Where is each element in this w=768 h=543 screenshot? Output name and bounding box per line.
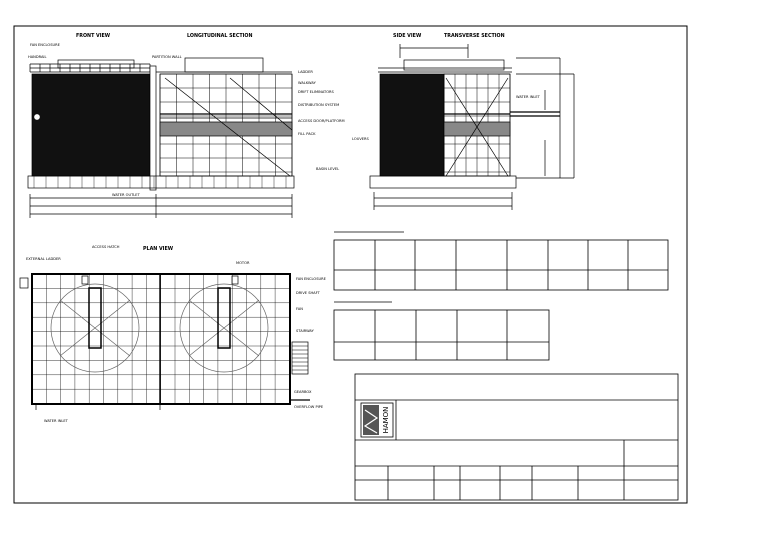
drive-shaft-right (218, 288, 230, 348)
label-louvers: LOUVERS (352, 137, 369, 141)
label-water-inlet-plan: WATER INLET (44, 419, 68, 423)
label-distribution-system: DISTRIBUTION SYSTEM (298, 103, 340, 107)
label-partition-wall: PARTITION WALL (152, 55, 182, 59)
drive-shaft-left (89, 288, 101, 348)
label-external-ladder: EXTERNAL LADDER (26, 257, 61, 261)
external-ladder (20, 278, 28, 288)
data-table-1 (334, 232, 668, 290)
motor-right (232, 276, 238, 284)
front-longitudinal-view (28, 58, 294, 218)
label-fan-enclosure: FAN ENCLOSURE (30, 43, 60, 47)
access-hatch-left (82, 276, 88, 284)
label-stairway: STAIRWAY (296, 329, 314, 333)
label-motor: MOTOR (236, 261, 250, 265)
label-basin-level: BASIN LEVEL (316, 167, 340, 171)
data-table-2 (334, 302, 549, 360)
front-view-title: FRONT VIEW (76, 34, 111, 39)
label-fill-pack: FILL PACK (298, 132, 316, 136)
title-block (355, 374, 678, 500)
logo-text: HAMON (382, 406, 390, 434)
label-drift-eliminators: DRIFT ELIMINATORS (298, 90, 334, 94)
label-water-outlet-front: WATER OUTLET (112, 193, 140, 197)
longitudinal-section-title: LONGITUDINAL SECTION (187, 34, 253, 39)
hamon-logo (361, 403, 393, 437)
label-fan: FAN (296, 307, 303, 311)
label-handrail: HANDRAIL (28, 55, 47, 59)
label-fan-enclosure-plan: FAN ENCLOSURE (296, 277, 326, 281)
label-water-inlet: WATER INLET (516, 95, 540, 99)
label-access-door: ACCESS DOOR/PLATFORM (298, 119, 345, 123)
side-transverse-view (370, 44, 574, 210)
plan-view (20, 274, 310, 410)
label-overflow-pipe: OVERFLOW PIPE (294, 405, 324, 409)
label-ladder: LADDER (298, 70, 313, 74)
label-gearbox: GEARBOX (294, 390, 312, 394)
partition-wall (150, 66, 156, 190)
louver-panel-front (32, 74, 150, 176)
transverse-section-title: TRANSVERSE SECTION (444, 34, 505, 39)
fill-pack-transverse (444, 122, 510, 136)
label-walkway: WALKWAY (298, 81, 316, 85)
louver-panel-side (380, 74, 444, 176)
side-view-title: SIDE VIEW (393, 34, 422, 39)
fan-enclosure-side (404, 60, 504, 70)
fill-pack-band (160, 122, 292, 136)
label-drive-shaft: DRIVE SHAFT (296, 291, 320, 295)
fan-enclosure-right (185, 58, 263, 72)
basin (28, 176, 294, 188)
label-access-hatch: ACCESS HATCH (92, 245, 120, 249)
plan-view-title: PLAN VIEW (143, 247, 174, 252)
basin-side (370, 176, 516, 188)
